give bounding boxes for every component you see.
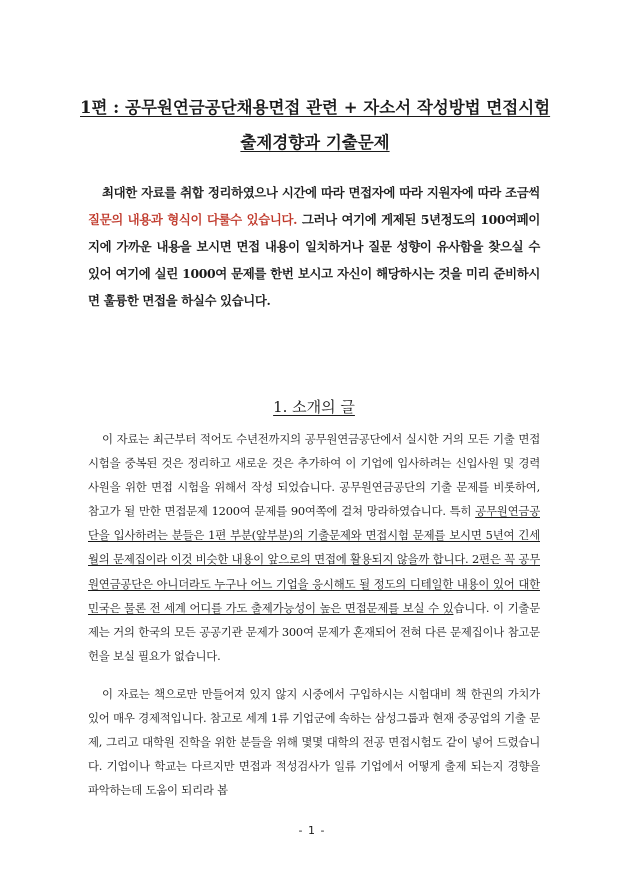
document-title-line1: 1편 : 공무원연금공단채용면접 관련 + 자소서 작성방법 면접시험	[80, 98, 551, 117]
intro-text-part2: 그러나 여기에 게제된 5년정도의 100여페이지에 가까운 내용을 보시면 면접 내용이 일치하거나 질문 성향이 유사함을 찾으실 수 있어 여기에 실린 1000여 문제를 한번 보시고 자신이 해당하시는 것을 미리 준비하시면 훌륭한 면접을 하실수 있습니다.	[88, 212, 540, 308]
body-paragraph-2: 이 자료는 책으로만 만들어져 있지 않지 시중에서 구입하시는 시험대비 책 한권의 가치가 있어 매우 경제적입니다. 참고로 세계 1류 기업군에 속하는 삼성그룹과 현재 중공업의 기출 문제, 그리고 대학원 진학을 위한 분들을 위해 몇몇 대학의 전공 면접시험도 같이 넣어 드렸습니다. 기업이나 학교는 다르지만 면접과 적성검사가 일류 기업에서 어떻게 출제 되는지 경향을 파악하는데 도움이 되리라 봅	[88, 687, 540, 798]
paragraph1-text-part1: 이 자료는 최근부터 적어도 수년전까지의 공무원연금공단에서 실시한 거의 모든 기출 면접시험을 중복된 것은 정리하고 새로운 것은 추가하여 이 기업에 입사하려는 신입사원 및 경력 사원을 위한 면접 시험을 위해서 작성 되었습니다. 공무원연금공단의 기출 문제를 비롯하여, 참고가 될 만한 면접문제 1200여 문제를 90여쪽에 걸쳐 망라하였습니다. 특히	[88, 432, 540, 519]
section-heading: 1. 소개의 글	[273, 398, 355, 416]
intro-highlight-text: 질문의 내용과 형식이 다룰수 있습니다.	[88, 212, 298, 227]
document-title-line2: 출제경향과 기출문제	[240, 133, 390, 152]
body-paragraph-1	[88, 427, 540, 668]
paragraph1-text-part2: 습니다. 이 기출문제는 거의 한국의 모든 공공기관 문제가 300여 문제가 혼재되어 전혀 다른 문제집이나 참고문헌을 보실 필요가 없습니다.	[88, 600, 540, 663]
intro-text-part1: 최대한 자료를 취합 정리하였으나 시간에 따라 면접자에 따라 지원자에 따라 조금씩	[102, 185, 540, 200]
intro-paragraph	[88, 179, 540, 314]
paragraph1-underlined-text: 공무원연금공단을 입사하려는 분들은 1편 부분(앞부분)의 기출문제와 면접시험 문제를 보시면 5년여 긴세월의 문제집이라 이것 비슷한 내용이 앞으로의 면접에 활용되지 않을까 합니다. 2편은 꼭 공무원연금공단은 아니더라도 누구나 어느 기업을 응시해도 될 정도의 디테일한 내용이 있어 대한민국은 물론 전 세계 어디를 가도 출제가능성이 높은 면접문제를 보실 수 있	[88, 504, 540, 615]
page-number: - 1 -	[298, 824, 326, 837]
